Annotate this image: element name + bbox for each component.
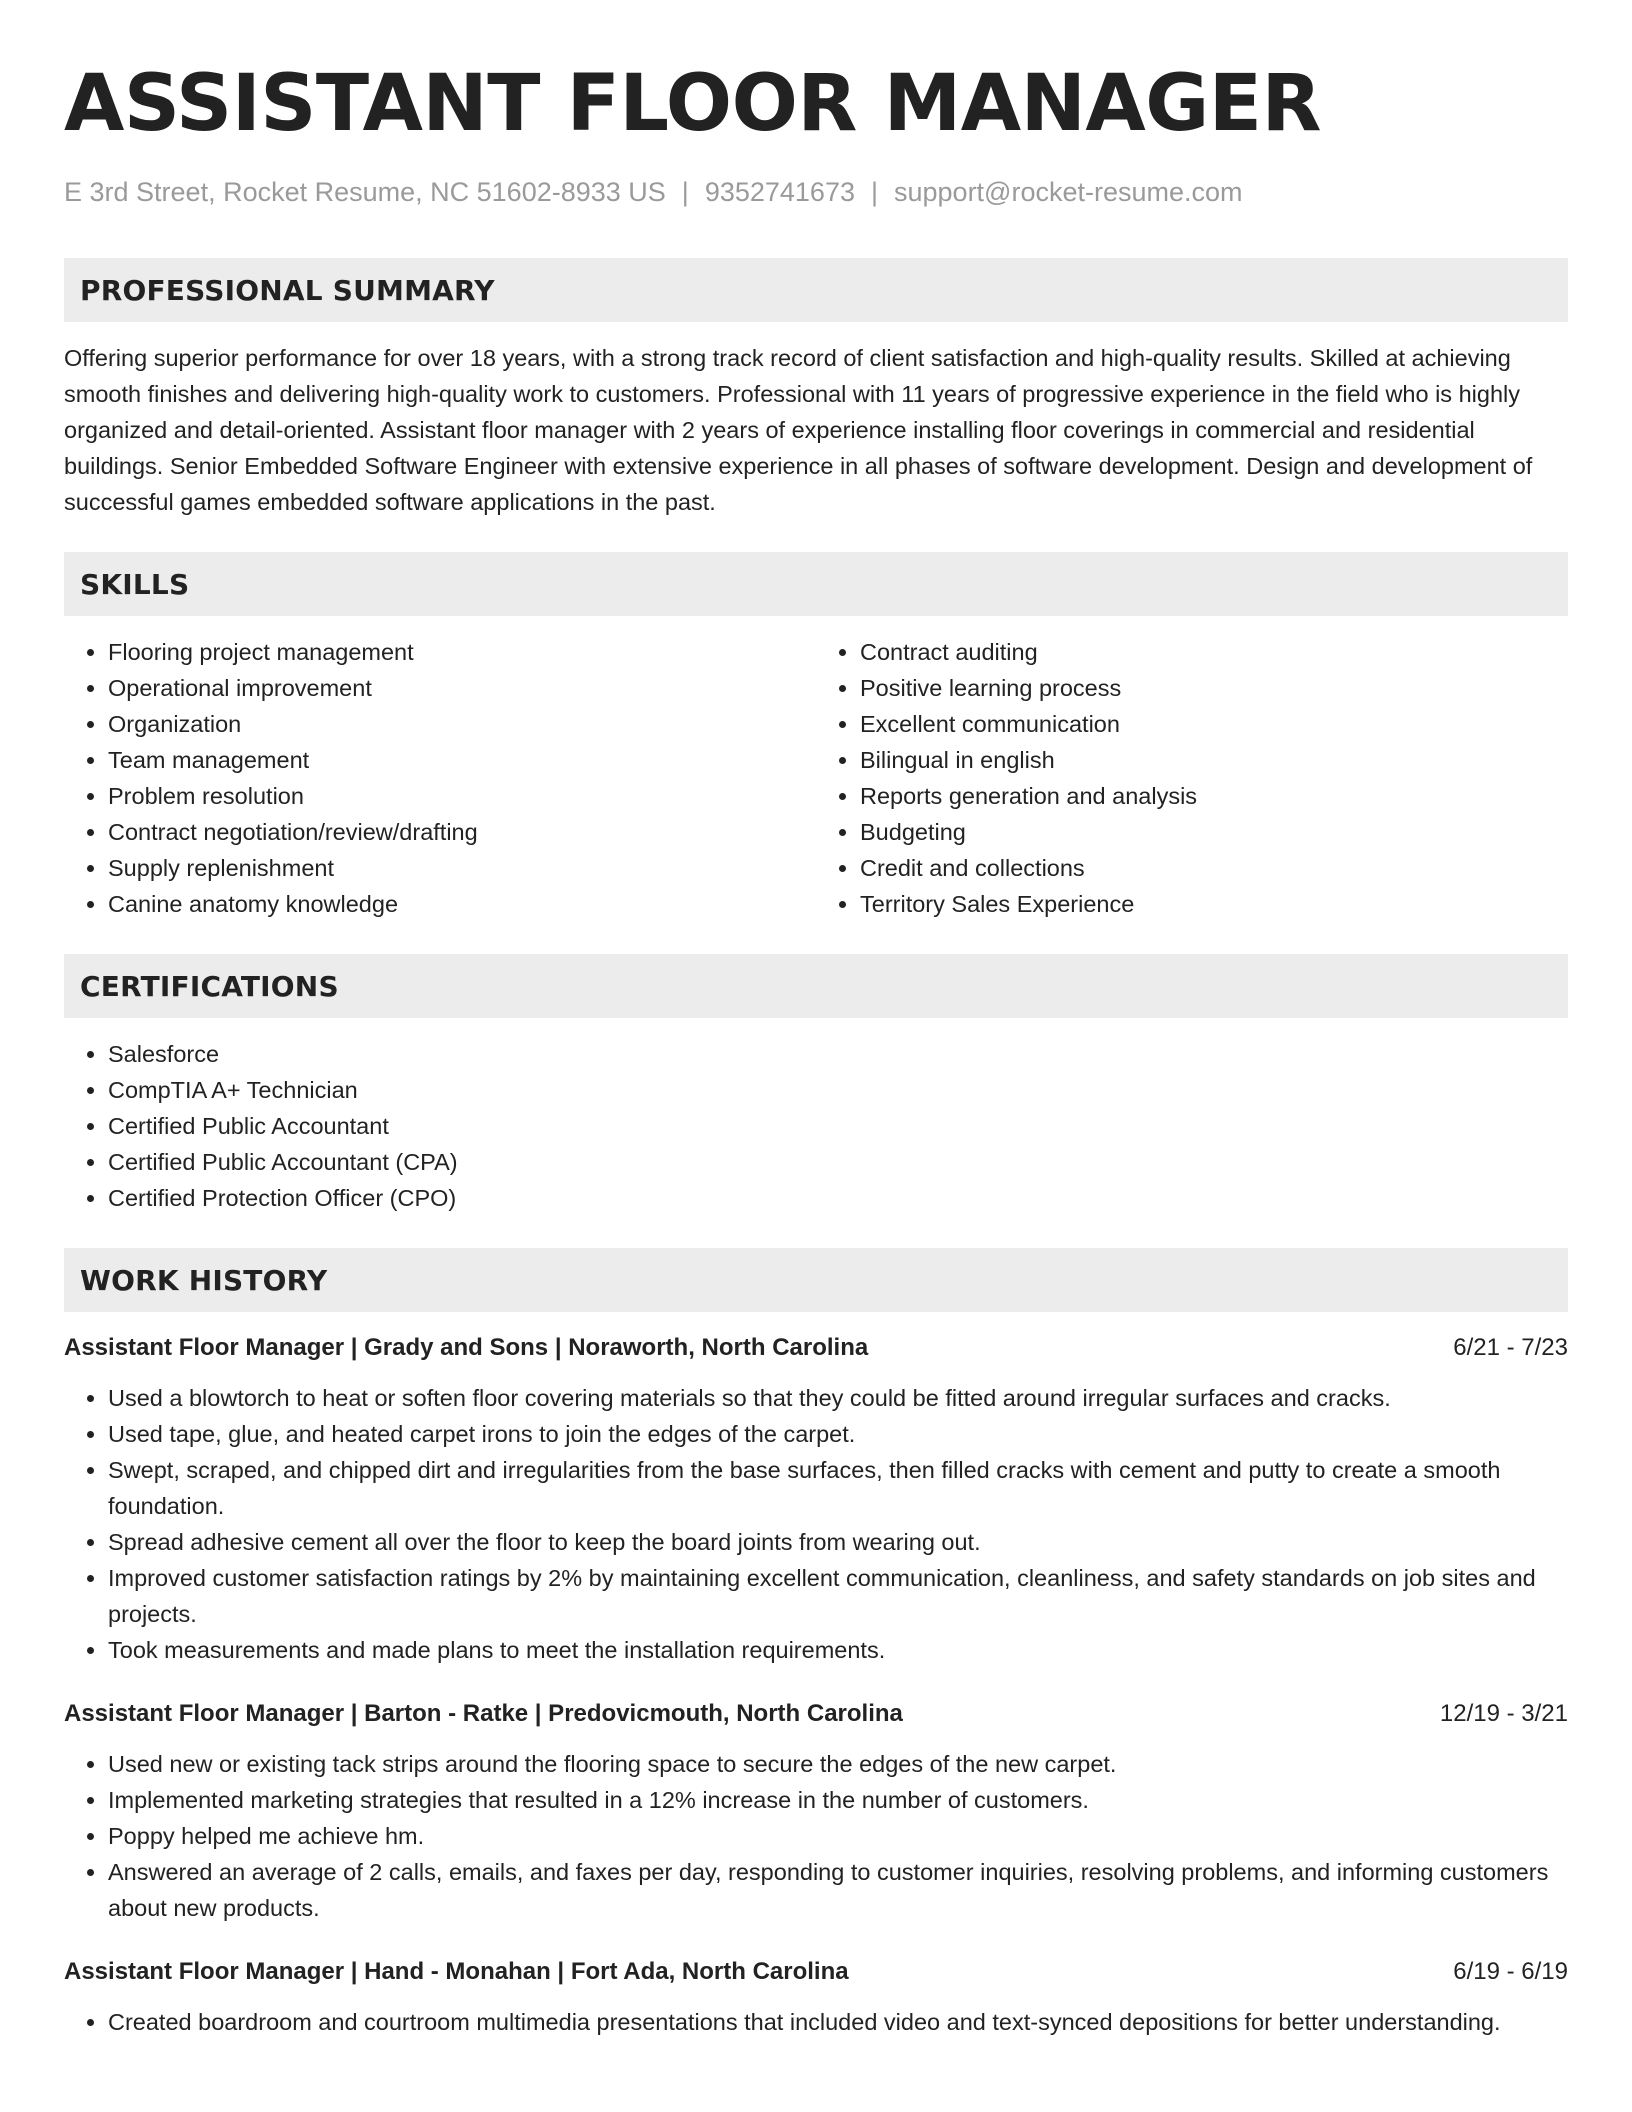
skill-item: • Problem resolution	[108, 778, 816, 814]
skill-item: • Territory Sales Experience	[860, 886, 1568, 922]
job-title: Assistant Floor Manager | Grady and Sons | Noraworth, North Carolina	[64, 1334, 869, 1361]
job-bullet: • Spread adhesive cement all over the floor to keep the board joints from wearing out.	[108, 1524, 1568, 1560]
contact-line	[64, 176, 1568, 208]
job-bullet: • Swept, scraped, and chipped dirt and irregularities from the base surfaces, then filled cracks with cement and putty to create a smooth foundation.	[108, 1452, 1568, 1524]
job-bullet: • Used a blowtorch to heat or soften floor covering materials so that they could be fitted around irregular surfaces and cracks.	[108, 1380, 1568, 1416]
job-entry	[64, 1330, 1568, 1668]
section-header	[64, 258, 1568, 322]
skill-item: • Bilingual in english	[860, 742, 1568, 778]
job-entry	[64, 1954, 1568, 2040]
job-entry	[64, 1696, 1568, 1926]
skill-item: • Organization	[108, 706, 816, 742]
section-certifications	[64, 954, 1568, 1216]
section-header	[64, 552, 1568, 616]
job-bullets	[64, 1380, 1568, 1668]
summary-text: Offering superior performance for over 18 years, with a strong track record of client satisfaction and high-quality results. Skilled at achieving smooth finishes and delivering high-quality work to customers. Professional with 11 years of progressive experience in the field who is highly organized and detail-oriented. Assistant floor manager with 2 years of experience installing floor coverings in commercial and residential buildings. Senior Embedded Software Engineer with extensive experience in all phases of software development. Design and development of successful games embedded software applications in the past.	[64, 345, 1533, 515]
section-title: WORK HISTORY	[80, 1263, 328, 1297]
skill-item: • Contract negotiation/review/drafting	[108, 814, 816, 850]
skill-item: • Team management	[108, 742, 816, 778]
certification-item: • Certified Public Accountant (CPA)	[108, 1144, 1568, 1180]
skill-item: • Flooring project management	[108, 634, 816, 670]
certification-item: • Certified Public Accountant	[108, 1108, 1568, 1144]
skill-item: • Budgeting	[860, 814, 1568, 850]
certification-item: • CompTIA A+ Technician	[108, 1072, 1568, 1108]
job-header	[64, 1696, 1568, 1732]
skills-column-left	[64, 634, 816, 922]
job-header	[64, 1954, 1568, 1990]
job-title: Assistant Floor Manager | Hand - Monahan | Fort Ada, North Carolina	[64, 1958, 849, 1985]
section-title: PROFESSIONAL SUMMARY	[80, 273, 495, 307]
job-title: Assistant Floor Manager | Barton - Ratke | Predovicmouth, North Carolina	[64, 1700, 903, 1727]
resume-name: ASSISTANT FLOOR MANAGER	[64, 59, 1322, 149]
job-bullet: • Created boardroom and courtroom multimedia presentations that included video and text-synced depositions for better understanding.	[108, 2004, 1568, 2040]
skill-item: • Canine anatomy knowledge	[108, 886, 816, 922]
skill-item: • Positive learning process	[860, 670, 1568, 706]
skill-item: • Credit and collections	[860, 850, 1568, 886]
job-dates: 6/21 - 7/23	[1453, 1334, 1568, 1361]
job-bullets	[64, 1746, 1568, 1926]
skills-column-right	[816, 634, 1568, 922]
job-bullet: • Answered an average of 2 calls, emails, and faxes per day, responding to customer inquiries, resolving problems, and informing customers about new products.	[108, 1854, 1568, 1926]
job-bullets	[64, 2004, 1568, 2040]
skills-grid	[64, 634, 1568, 922]
section-header	[64, 1248, 1568, 1312]
job-dates: 12/19 - 3/21	[1439, 1700, 1568, 1727]
section-title: SKILLS	[80, 567, 190, 601]
section-professional-summary	[64, 258, 1568, 520]
job-bullet: • Implemented marketing strategies that resulted in a 12% increase in the number of customers.	[108, 1782, 1568, 1818]
contact-phone: 9352741673	[704, 177, 855, 207]
job-bullet: • Used new or existing tack strips around the flooring space to secure the edges of the new carpet.	[108, 1746, 1568, 1782]
skill-item: • Excellent communication	[860, 706, 1568, 742]
job-bullet: • Took measurements and made plans to meet the installation requirements.	[108, 1632, 1568, 1668]
certification-item: • Certified Protection Officer (CPO)	[108, 1180, 1568, 1216]
section-work-history	[64, 1248, 1568, 2040]
skill-item: • Reports generation and analysis	[860, 778, 1568, 814]
job-header	[64, 1330, 1568, 1366]
certification-item: • Salesforce	[108, 1036, 1568, 1072]
job-dates: 6/19 - 6/19	[1453, 1958, 1568, 1985]
job-bullet: • Improved customer satisfaction ratings by 2% by maintaining excellent communication, cleanliness, and safety standards on job sites and projects.	[108, 1560, 1568, 1632]
job-bullet: • Used tape, glue, and heated carpet irons to join the edges of the carpet.	[108, 1416, 1568, 1452]
section-skills	[64, 552, 1568, 922]
certification-list	[64, 1036, 1568, 1216]
section-header	[64, 954, 1568, 1018]
section-title: CERTIFICATIONS	[80, 969, 339, 1003]
skill-item: • Supply replenishment	[108, 850, 816, 886]
contact-separator: |	[681, 177, 689, 207]
job-bullet: • Poppy helped me achieve hm.	[108, 1818, 1568, 1854]
contact-separator: |	[870, 177, 878, 207]
skill-item: • Operational improvement	[108, 670, 816, 706]
contact-address: E 3rd Street, Rocket Resume, NC 51602-8933 US	[64, 177, 666, 207]
contact-email: support@rocket-resume.com	[894, 177, 1243, 207]
skill-item: • Contract auditing	[860, 634, 1568, 670]
